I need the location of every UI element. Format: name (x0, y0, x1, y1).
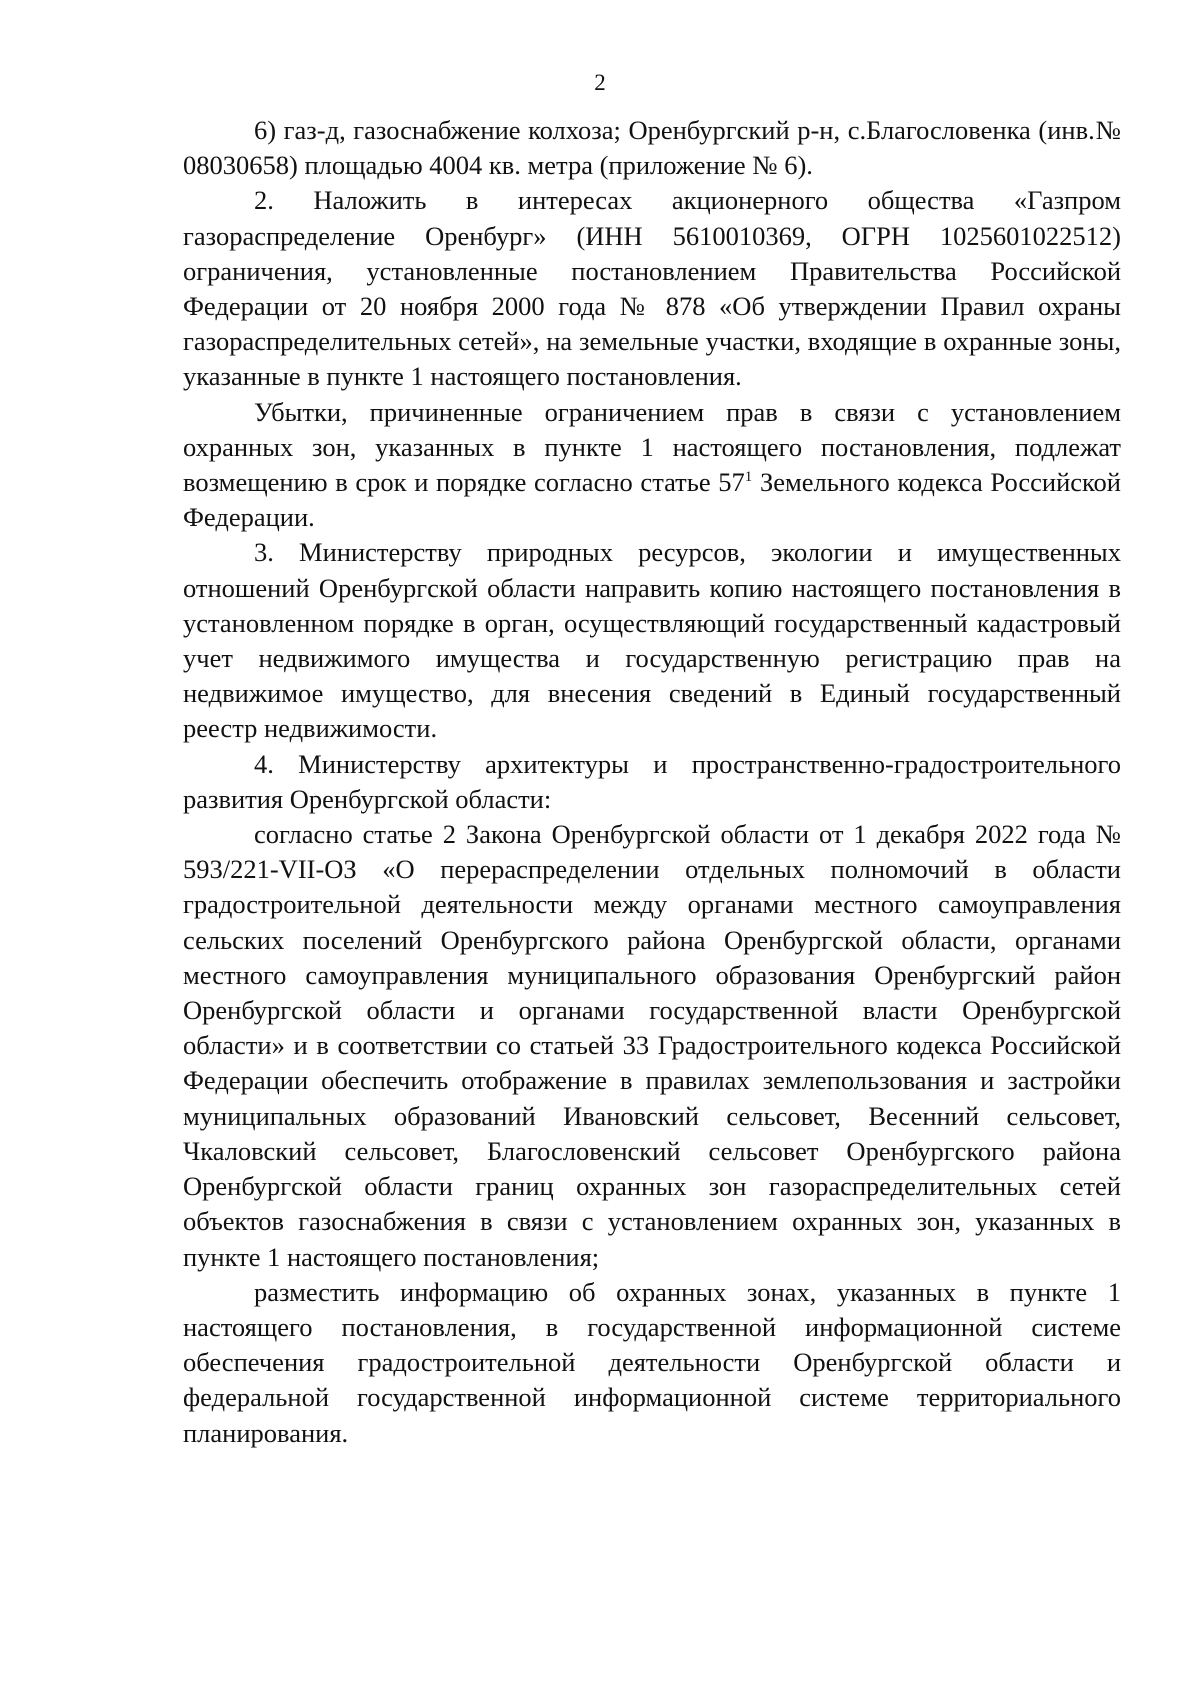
paragraph-clause-3: 3. Министерству природных ресурсов, экологии и имущественных отношений Оренбургской области направить копию настоящего постановления в установленном порядке в орган, осуществляющий государственный кадастровый учет недвижимого имущества и государственную регистрацию прав на недвижимое имущество, для внесения сведений в Единый государственный реестр недвижимости. (183, 537, 1121, 744)
superscript-article-index: 1 (744, 469, 753, 486)
page-number: 2 (594, 70, 606, 95)
paragraph-damages-text-start: Убытки, причиненные ограничением прав в связи с установлением охранных зон, указанных в пункте 1 настоящего постановления, подлежат возмещению в срок и порядке согласно статье 57 (183, 396, 1121, 498)
paragraph-damages (183, 395, 1121, 536)
paragraph-clause-4: 4. Министерству архитектуры и пространственно-градостроительного развития Оренбургской области: (183, 748, 1121, 814)
document-body (183, 113, 1121, 1451)
paragraph-clause-4-display: согласно статье 2 Закона Оренбургской области от 1 декабря 2022 года № 593/221-VII-ОЗ «О перераспределении отдельных полномочий в области градостроительной деятельности между органами местного самоуправления сельских поселений Оренбургского района Оренбургской области, органами местного самоуправления муниципального образования Оренбургский район Оренбургской области и органами государственной власти Оренбургской области» и в соответствии со статьей 33 Градостроительного кодекса Российской Федерации обеспечить отображение в правилах землепользования и застройки муниципальных образований Ивановский сельсовет, Весенний сельсовет, Чкаловский сельсовет, Благословенский сельсовет Оренбургского района Оренбургской области границ охранных зон газораспределительных сетей объектов газоснабжения в связи с установлением охранных зон, указанных в пункте 1 настоящего постановления; (183, 819, 1121, 1272)
paragraph-clause-4-publish: разместить информацию об охранных зонах, указанных в пункте 1 настоящего постановления, в государственной информационной системе обеспечения градостроительной деятельности Оренбургской области и федеральной государственной информационной системе территориального планирования. (183, 1276, 1121, 1448)
paragraph-clause-2: 2. Наложить в интересах акционерного общества «Газпром газораспределение Оренбург» (ИНН 5610010369, ОГРН 1025601022512) ограничения, установленные постановлением Правительства Российской Федерации от 20 ноября 2000 года № 878 «Об утверждении Правил охраны газораспределительных сетей», на земельные участки, входящие в охранные зоны, указанные в пункте 1 настоящего постановления. (183, 185, 1121, 392)
paragraph-item-6: 6) газ-д, газоснабжение колхоза; Оренбургский р-н, с.Благословенка (инв.№ 08030658) площадью 4004 кв. метра (приложение № 6). (183, 115, 1121, 181)
paragraph-damages-text-end: Земельного кодекса Российской Федерации. (183, 467, 1121, 533)
